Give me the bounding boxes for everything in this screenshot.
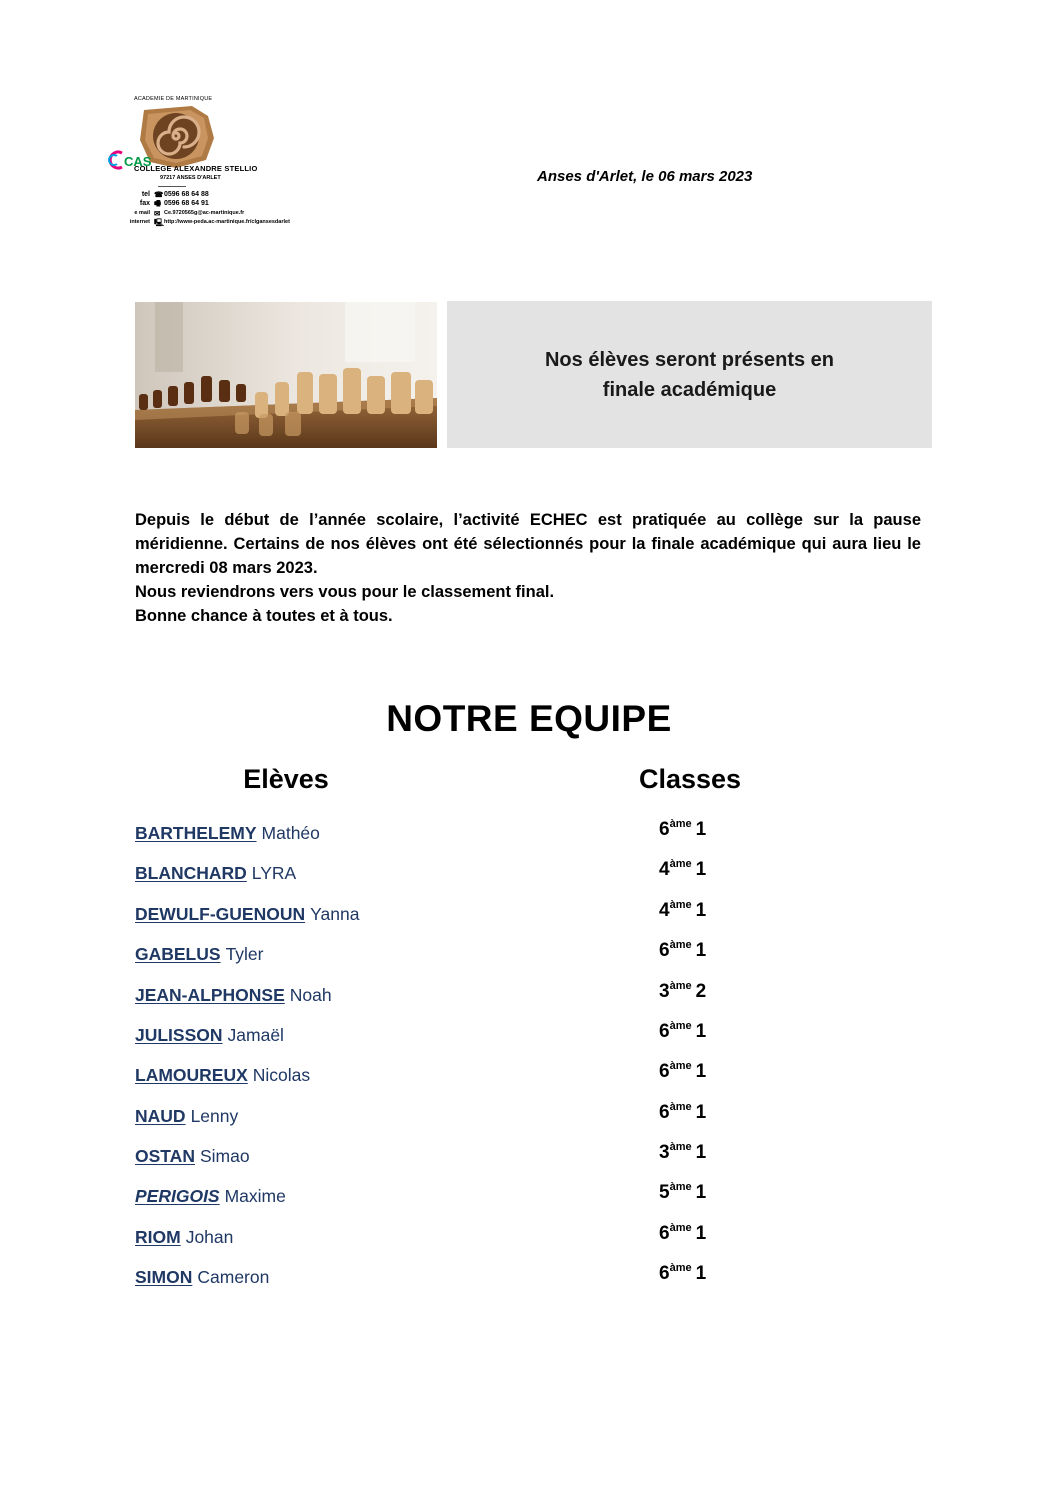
class-grade: 4 [659, 900, 670, 921]
contact-value: 0596 68 64 88 [164, 191, 209, 198]
date-line: Anses d'Arlet, le 06 mars 2023 [537, 168, 753, 185]
class-group: 1 [695, 940, 707, 961]
student-name [135, 1186, 286, 1207]
student-last-name: BLANCHARD [135, 863, 247, 883]
class-grade: 6 [659, 1102, 670, 1123]
college-address: 97217 ANSES D'ARLET [160, 175, 221, 181]
class-suffix: àme [669, 1101, 692, 1113]
team-row [0, 1101, 1058, 1146]
team-row [0, 899, 1058, 944]
contact-fax [126, 200, 356, 209]
class-group: 1 [695, 1223, 707, 1244]
student-first-name: Mathéo [261, 823, 320, 843]
student-first-name: Jamaël [227, 1025, 284, 1045]
student-last-name: GABELUS [135, 944, 221, 964]
student-last-name: JULISSON [135, 1025, 223, 1045]
intro-line: Nous reviendrons vers vous pour le classement final. [135, 583, 555, 601]
class-suffix: àme [669, 1141, 692, 1153]
team-row [0, 1262, 1058, 1307]
student-class [659, 1222, 706, 1245]
divider [158, 186, 186, 187]
team-title: NOTRE EQUIPE [386, 698, 672, 739]
contact-label: tel [141, 191, 150, 198]
class-group: 1 [695, 859, 707, 880]
class-group: 1 [695, 900, 707, 921]
student-name [135, 985, 332, 1006]
intro-paragraph: Depuis le début de l’année scolaire, l’activité ECHEC est pratiquée au collège sur la pause méridienne. Certains de nos élèves ont été sélectionnés pour la finale académique qui aura lieu le mercredi 08 mars 2023. [135, 511, 921, 577]
class-suffix: àme [669, 939, 692, 951]
class-grade: 6 [659, 1021, 670, 1042]
student-name [135, 863, 296, 884]
class-group: 1 [695, 1102, 707, 1123]
contact-label: fax [139, 200, 150, 207]
cas-logo-text: CAS [124, 154, 152, 169]
class-group: 1 [695, 1263, 707, 1284]
contact-internet [126, 219, 356, 228]
class-grade: 6 [659, 940, 670, 961]
student-class [659, 980, 706, 1003]
banner-line: finale académique [602, 378, 777, 401]
fax-icon: 🖷 [154, 199, 162, 208]
banner-line: Nos élèves seront présents en [544, 348, 834, 371]
student-class [659, 858, 706, 881]
class-grade: 4 [659, 859, 670, 880]
student-first-name: LYRA [251, 863, 297, 883]
student-first-name: Simao [199, 1146, 250, 1166]
student-name [135, 1065, 310, 1086]
class-group: 1 [695, 1061, 707, 1082]
class-suffix: àme [669, 980, 692, 992]
student-last-name: NAUD [135, 1106, 186, 1126]
academy-label: ACADEMIE DE MARTINIQUE [134, 96, 213, 102]
student-last-name: DEWULF-GUENOUN [135, 904, 306, 924]
contact-value[interactable]: Ce.9720565g@ac-martinique.fr [164, 210, 245, 216]
contact-value[interactable]: http://www-peda.ac-martinique.fr/clgansesdarlet [164, 219, 290, 225]
student-class [659, 899, 706, 922]
class-suffix: àme [669, 1060, 692, 1072]
class-group: 1 [695, 819, 707, 840]
team-row [0, 1060, 1058, 1105]
student-name [135, 1227, 233, 1248]
class-grade: 3 [659, 1142, 670, 1163]
class-grade: 6 [659, 819, 670, 840]
mail-icon: ✉ [154, 209, 161, 218]
intro-text [135, 508, 921, 628]
student-last-name: LAMOUREUX [135, 1065, 248, 1085]
student-name [135, 1146, 250, 1167]
student-name [135, 904, 359, 925]
class-suffix: àme [669, 899, 692, 911]
student-last-name: JEAN-ALPHONSE [135, 985, 285, 1005]
class-grade: 6 [659, 1263, 670, 1284]
class-suffix: àme [669, 818, 692, 830]
team-row [0, 1020, 1058, 1065]
class-grade: 5 [659, 1182, 670, 1203]
student-class [659, 1060, 706, 1083]
student-first-name: Cameron [197, 1267, 270, 1287]
team-row [0, 1181, 1058, 1226]
class-suffix: àme [669, 1181, 692, 1193]
banner-box [447, 301, 932, 448]
computer-icon: 🖳 [154, 218, 165, 227]
student-first-name: Lenny [190, 1106, 239, 1126]
contact-value: 0596 68 64 91 [164, 200, 209, 207]
class-suffix: àme [669, 1020, 692, 1032]
college-name: COLLEGE ALEXANDRE STELLIO [134, 164, 258, 173]
student-last-name: BARTHELEMY [135, 823, 257, 843]
team-row [0, 818, 1058, 863]
class-grade: 6 [659, 1223, 670, 1244]
class-group: 1 [695, 1021, 707, 1042]
class-group: 1 [695, 1182, 707, 1203]
team-row [0, 1222, 1058, 1267]
student-first-name: Yanna [310, 904, 360, 924]
team-row [0, 939, 1058, 984]
student-first-name: Johan [185, 1227, 234, 1247]
chess-photo [135, 302, 437, 448]
class-suffix: àme [669, 1262, 692, 1274]
phone-icon: ☎ [154, 190, 164, 199]
banner-text [540, 345, 840, 405]
student-class [659, 1101, 706, 1124]
student-name [135, 823, 320, 844]
student-last-name: RIOM [135, 1227, 181, 1247]
student-name [135, 1106, 238, 1127]
student-class [659, 1262, 706, 1285]
student-last-name: OSTAN [135, 1146, 195, 1166]
student-name [135, 1267, 269, 1288]
student-last-name: SIMON [135, 1267, 193, 1287]
class-grade: 3 [659, 981, 670, 1002]
student-class [659, 818, 706, 841]
class-suffix: àme [669, 858, 692, 870]
student-first-name: Noah [289, 985, 332, 1005]
student-class [659, 1181, 706, 1204]
student-class [659, 1141, 706, 1164]
class-grade: 6 [659, 1061, 670, 1082]
student-class [659, 939, 706, 962]
student-name [135, 1025, 284, 1046]
column-header-students: Elèves [243, 764, 329, 794]
class-group: 1 [695, 1142, 707, 1163]
team-row [0, 1141, 1058, 1186]
team-row [0, 858, 1058, 903]
intro-line: Bonne chance à toutes et à tous. [135, 607, 393, 625]
student-class [659, 1020, 706, 1043]
student-name [135, 944, 264, 965]
student-last-name: PERIGOIS [135, 1186, 220, 1206]
class-group: 2 [695, 981, 707, 1002]
student-first-name: Nicolas [252, 1065, 311, 1085]
student-first-name: Maxime [224, 1186, 286, 1206]
contact-label: internet [129, 219, 150, 225]
class-suffix: àme [669, 1222, 692, 1234]
column-header-classes: Classes [638, 764, 742, 794]
student-first-name: Tyler [225, 944, 264, 964]
contact-label: e mail [134, 210, 150, 216]
team-row [0, 980, 1058, 1025]
